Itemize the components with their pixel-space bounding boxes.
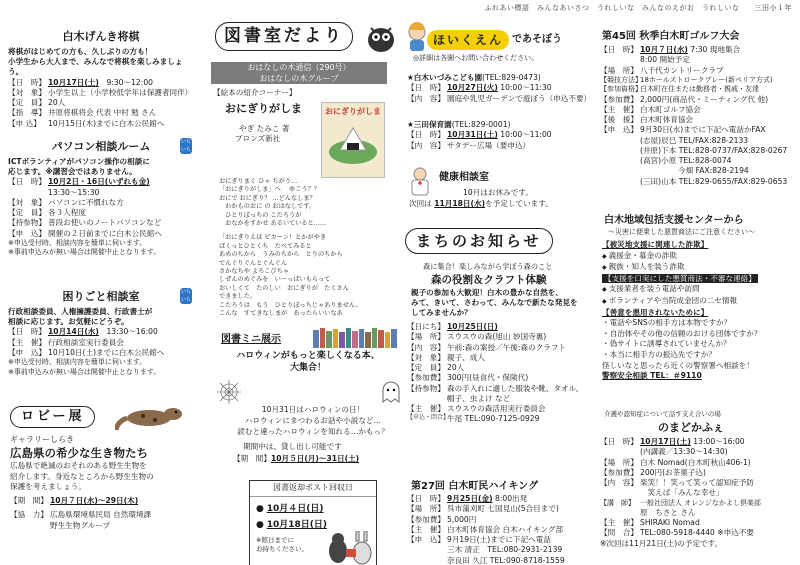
return-post-title: 図書返却ポスト回収日: [250, 483, 376, 497]
hike-title: 第27回 白木町民ハイキング: [411, 481, 539, 492]
mini-exhibit-title: 図書ミニ展示: [221, 334, 281, 345]
kenko-text: 次回は 11月18日(水)を予定しています。: [409, 199, 553, 208]
doctor-character-icon: [409, 166, 431, 196]
hoiku-note: ◎詳細は各園へお問い合わせください。: [413, 54, 539, 62]
lobby-heading: 広島県の希少な生き物たち: [10, 445, 148, 460]
ghost-icon: [381, 380, 401, 404]
cat-rabbit-reading-icon: [326, 531, 374, 565]
hike-rows: 【日 時】 9月25日(金) 8:00出発 【場 所】 呉市蒲刈町 七国見山(5合目まで) 【参加費】 5,000円 【主 催】 白木町体育協会 白木ハイキング部 【申 込】 9月19日(土)までに下記へ電話 三木 清正 TEL:080-2931-2139 奈良田 久江 TEL:090-8718-1559: [407, 494, 565, 565]
spiderweb-icon: [217, 380, 241, 404]
halloween-body: 10月31日はハロウィンの日！ ハロウィンにまつわるお話や小説など… 読むと違ったハロウィンを知れる…かもっ？: [237, 405, 389, 436]
salamander-icon: [115, 400, 185, 434]
note: ※申込受付時、相談内容を簡単に伺います。: [8, 238, 147, 247]
hoiku-suffix: であそぼう: [512, 34, 563, 46]
library-bar: おはなしの木通信（290号）: [211, 62, 387, 73]
library-title: 図書室だより: [215, 22, 353, 51]
hoiku-title: ほいくえん: [427, 30, 509, 50]
book-publisher: ブロンズ新社: [235, 134, 281, 143]
town-rows: 【日にち】 10月25日(日) 【場 所】 スウスウの森(旭山 妙国寺裏) 【内 容】 午前:森の案授／午後:森のクラフト 【対 象】 親子、成人 【定 員】 20人 【参加費】 300円(昼食代・保険代) 【持参物】 森の手入れに適した服装や靴、タオル、 帽子、虫よけ など 【主 催】 スウスウの森活用実行委員会 【申込・問合】 牛尾 TEL:090-7125-0929: [407, 322, 584, 424]
library-corner: 【絵本の紹介コーナー】: [213, 88, 297, 97]
info-row: 【定 員】 20人: [8, 98, 66, 108]
info-row: 【申 込】 開催の２日前までに白木公民館へ: [8, 228, 162, 238]
library-title-box: [215, 22, 353, 51]
hoiku-en1: ★白木いづみこども園(TEL:829-0473) 【日 時】 10月27日(火) 10:00～11:30 【内 容】 園庭や乳児ガーデンで遊ぼう（申込不要）: [407, 73, 592, 103]
info-row: 【期 間】 10月５日(月)～31日(土): [233, 454, 360, 463]
cafe-rows: 【日 時】 10月17日(土) 13:00～16:00 (内講義／13:30～14:30) 【場 所】 白木 Nomad(白木町秋山406-1) 【参加費】 200円(お茶菓子込) 【内 容】 楽笑！！笑って笑って認知症予防 笑えば「みんな幸せ」 【講 師】 一般社団法人 オレンジなかよし倶楽部 原 ちさと さん 【主 催】 SHIRAKI Nomad 【問 合】 TEL:080-5918-4440 ※申込不要 ※次回は11月21日(土)の予定です。: [600, 437, 795, 549]
book-title: おにぎりがしま: [225, 102, 302, 115]
cafe-pretitle: 介護や認知症について話す支え合いの場: [604, 410, 721, 418]
town-body: 親子の参加も大歓迎！白木の豊かな自然を、 みて、きいて、さわって、みんなで新たな発見を してみませんか？: [411, 288, 578, 317]
ichiichi-badge: いちいち: [180, 139, 191, 153]
golf-rows: 【日 時】 10月７日(水) 7:30 現地集合 8:00 開始予定 【場 所】 八千代カントリークラブ 【競技方法】 18ホールストロークプレー(新ペリア方式) 【参加資格】 白木町在住または勤務者・親戚・友達 【参加費】 2,000円(商品代・ミーティング代 他) 【主 催】 白木町ゴルフ協会 【後 援】 白木町体育協会 【申 込】 9月30日(水)までに下記へ電話かFAX (志屋)辰巳 TEL/FAX:828-2133 (井原)下本 TEL:828-0737/FAX:828-0267 (高宮)小原 TEL:828-0074 今畑 FAX:828-2194 (三田)山本 TEL:829-0655/FAX:829-0653: [600, 45, 788, 186]
return-post-note: ※館日までに お持ちください。: [256, 536, 308, 553]
owl-character-icon: [361, 20, 401, 54]
info-row: 【日 時】 10月14日(水) 13:30～16:00: [8, 327, 158, 337]
header-slogan: ふれあい標語 みんなあいさつ うれしいな みんなのえがお うれしいな 三田小１年: [484, 4, 792, 12]
hoiku-title-box: [427, 30, 562, 50]
lobby-subtitle: ギャラリーしらき: [10, 435, 74, 444]
library-bar: おはなしの木グループ: [211, 73, 387, 84]
town-title-box: [405, 228, 553, 254]
golf-title: 第45回 秋季白木町ゴルフ大会: [602, 31, 740, 42]
return-post-box: [249, 480, 377, 565]
lobby-title: ロビー展: [10, 406, 95, 428]
book-cover-title: おにぎりがしま: [325, 107, 381, 116]
info-row: 野生生物グループ: [50, 520, 111, 530]
pc-title: パソコン相談ルーム: [51, 140, 151, 153]
town-subtitle: 森に集合！楽しみながら学ぼう森のこと: [423, 262, 553, 271]
cafe-title: のまどかふぇ: [658, 421, 724, 434]
return-post-date: ● 10月４日(日): [256, 503, 324, 514]
lobby-body: 紹介します。身近なところから野生生物の: [10, 471, 154, 481]
note: ※事前申込みが無い場合は開催中止となります。: [8, 248, 161, 257]
lobby-body: 広島県で絶滅のおそれのある野生生物を: [10, 461, 147, 471]
info-row: 【日 時】 10月2日・16日(いずれも金): [8, 177, 150, 187]
center-title: 白木地域包括支援センターから: [604, 215, 744, 226]
komari-intro: 相談に応じます。お気軽にどうぞ。: [8, 317, 129, 327]
shogi-section: [8, 30, 194, 129]
center-body: 【被災地支援に関連した詐欺】 ◆ 義援金・募金の詐欺 ◆ 親族・知人を装う詐欺 【支援を口実にした悪質商法・不審な連絡】 ◆ 支援業者を装う電話や訪問 ◆ ボランティアや当院成金団の二セ情報 【善意を悪用されないために】 ・電話やSNSの相手方は本物ですか？ ・自治体やその他の信頼のおける団体ですか？ ・偽サイトに誘導されていませんか？ ・本当に相手方の振込先ですか？ 怪しいなと思ったら近くの警察署へ相談を！ 警察安全相談 TEL：＃9110: [602, 240, 795, 382]
kenko-text: 10月はお休みです。: [463, 188, 533, 197]
info-row: 【持参物】 普段お使いのノートパソコンなど: [8, 218, 162, 228]
cafe-note: ※次回は11月21日(土)の予定です。: [600, 538, 723, 548]
note: ※申込受付時、相談内容を簡単に伺います。: [8, 358, 147, 367]
note: ※事前申込みが無い場合は開催中止となります。: [8, 367, 161, 376]
halloween-heading: ハロウィンがもっと楽しくなる本、 大集合！: [236, 351, 380, 374]
info-row: 【主 催】 行政相談室実行委員会: [8, 337, 124, 347]
books-row-icon: [313, 326, 401, 348]
child-character-icon: [405, 22, 429, 52]
book-cover: [321, 102, 385, 178]
info-row: 【期 間】 10月７日(水)～29日(木): [10, 496, 139, 506]
hoiku-en2: ★三田保育園(TEL:829-0001) 【日 時】 10月31日(土) 10:00～11:00 【内 容】 サタデー広場（要申込）: [407, 120, 552, 150]
komari-title: 困りごと相談室: [62, 290, 140, 303]
pc-intro: 応じます。※講習会ではありません。: [8, 167, 137, 177]
town-title: まちのお知らせ: [405, 228, 553, 254]
info-row: 13:30～15:30: [48, 187, 100, 197]
onigiri-illustration-icon: [322, 118, 384, 168]
kenko-title: 健康相談室: [439, 172, 489, 183]
info-row: 【対 象】 パソコンに不慣れな方: [8, 197, 124, 207]
center-subtitle: ～災害に便乗した悪質商法にご注意ください～: [608, 228, 755, 236]
info-row: 【日 時】 10月17日(土) 9:30～12:00: [8, 77, 153, 87]
shogi-intro: 小学生から大人まで、みんなで将棋を楽しみましょう。: [8, 57, 183, 77]
komari-section: [8, 290, 194, 377]
info-row: 【定 員】 各３人程度: [8, 208, 86, 218]
book-author: やぎ たみこ 著: [239, 124, 290, 133]
return-post-date: ● 10月18日(日): [256, 519, 327, 530]
info-row: 【申 込】 10月10日(土)までに白木公民館へ: [8, 347, 165, 357]
komari-intro: 行政相談委員、人権擁護委員、行政書士が: [8, 306, 153, 316]
lobby-section: [10, 400, 192, 531]
info-row: 【対 象】 小学生以上（小学校低学年は保護者同伴）: [8, 87, 193, 97]
loan-note: 期間中は、貸し出し可能です: [243, 442, 342, 451]
info-row: 【申 込】 10月15日(木)までに白木公民館へ: [8, 118, 165, 128]
ichiichi-badge: いちいち: [180, 289, 191, 303]
shogi-intro: 将棋がはじめての方も、久しぶりの方も！: [8, 46, 153, 56]
pc-section: [8, 140, 194, 258]
pc-intro: ICTボランティアがパソコン操作の相談に: [8, 156, 150, 166]
shogi-title: 白木げんき将棋: [62, 30, 140, 43]
info-row: 【指 導】 井原将棋将会 代表 中村 勉 さん: [8, 108, 157, 118]
book-story: おにぎりまく ひゃ ちがう… 「おにぎりがしま」へ ゆこう？？ おにで おにぎり？ …どんなしま？ わかものおに の おはなしです。 ひとりぼっちの こたろうが おなかをすかせ あるいていると…… 「おにぎりえほ ピカーン！とかがやき ぱくっとひとくち たべてみると あめのちから うみのちから とりのちから でんぐりぐんとぐんぐん さかなちや よろこびちゃ しぜんのめぐみを い〜っぱいもらって おいしくて たのしい おにぎりが たくさん できました。 こたろうは もう ひとりぼっちじゃありません。 こんな すてきなしまが あったらいいなあ: [219, 178, 362, 318]
lobby-body: 保護を考えましょう。: [10, 481, 86, 491]
town-heading: 森の役割＆クラフト体験: [431, 274, 547, 286]
info-row: 【協 力】 広島県環境県民局 自然環境課: [10, 510, 152, 520]
